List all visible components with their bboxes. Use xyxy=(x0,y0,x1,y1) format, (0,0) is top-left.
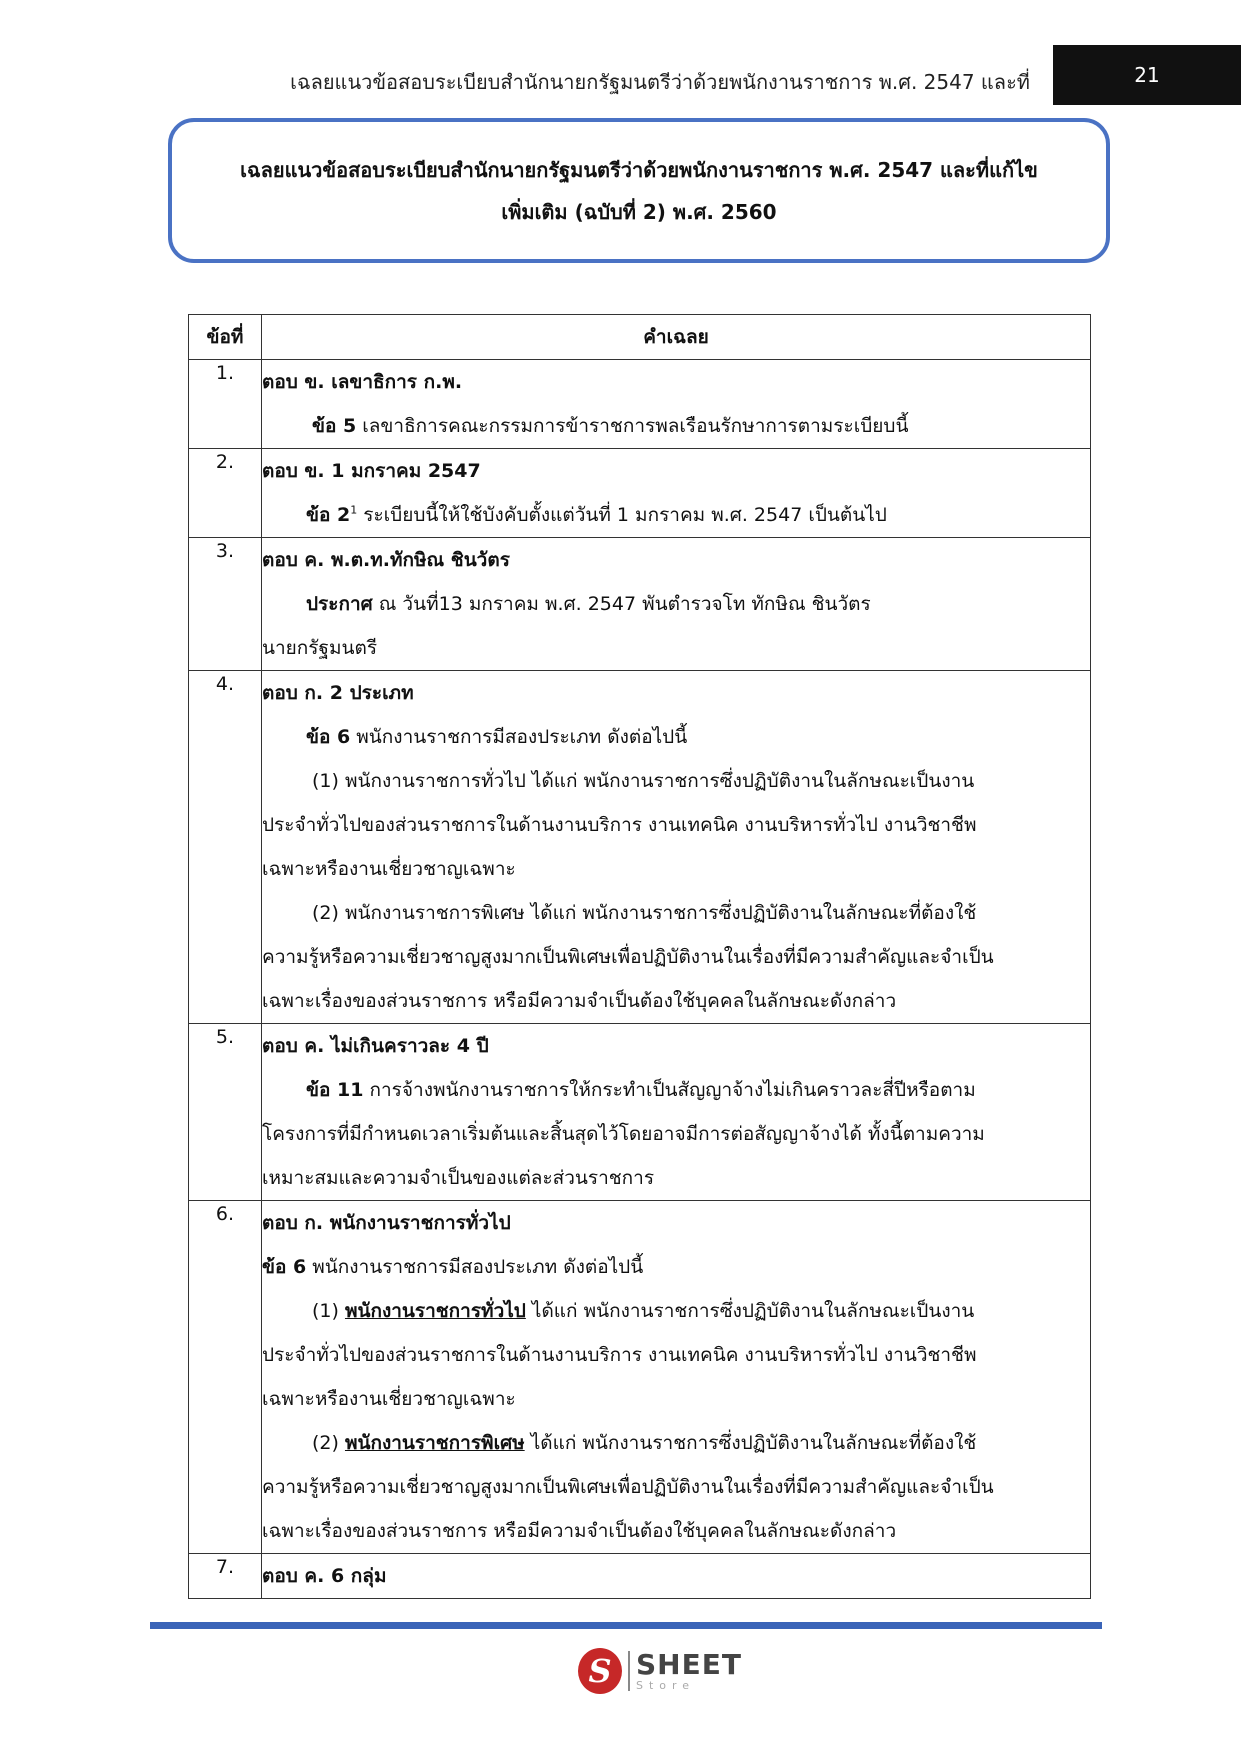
explanation-line: เฉพาะเรื่องของส่วนราชการ หรือมีความจำเป็นต้องใช้บุคคลในลักษณะดังกล่าว xyxy=(262,1520,897,1542)
column-header-answer: คำเฉลย xyxy=(262,315,1091,360)
answer-cell xyxy=(262,1554,1091,1599)
question-number: 1. xyxy=(189,360,262,449)
explanation-line xyxy=(262,715,1090,759)
explanation-line: เฉพาะเรื่องของส่วนราชการ หรือมีความจำเป็นต้องใช้บุคคลในลักษณะดังกล่าว xyxy=(262,990,897,1012)
logo-subtext: Store xyxy=(636,1679,696,1692)
explanation-line: (1) พนักงานราชการทั่วไป ได้แก่ พนักงานราชการซึ่งปฏิบัติงานในลักษณะเป็นงาน xyxy=(312,770,975,792)
table-header-row xyxy=(189,315,1091,360)
table-row xyxy=(189,449,1091,538)
page-number: 21 xyxy=(1134,63,1160,87)
item-prefix: (2) xyxy=(312,1432,345,1454)
table-row xyxy=(189,538,1091,671)
answer-cell xyxy=(262,671,1091,1024)
answer-choice: ตอบ ค. ไม่เกินคราวละ 4 ปี xyxy=(262,1035,489,1057)
explanation-line xyxy=(262,1068,1090,1112)
footnote-marker: 1 xyxy=(350,503,358,517)
column-header-number: ข้อที่ xyxy=(189,315,262,360)
question-number: 3. xyxy=(189,538,262,671)
item-text: ได้แก่ พนักงานราชการซึ่งปฏิบัติงานในลักษณะเป็นงาน xyxy=(525,1300,975,1322)
title-line-1: เฉลยแนวข้อสอบระเบียบสำนักนายกรัฐมนตรีว่าด้วยพนักงานราชการ พ.ศ. 2547 และที่แก้ไข xyxy=(240,157,1038,182)
question-number: 4. xyxy=(189,671,262,1024)
sheet-store-logo xyxy=(578,1647,742,1695)
underlined-term: พนักงานราชการทั่วไป xyxy=(344,1300,526,1322)
explanation-line: (2) พนักงานราชการพิเศษ ได้แก่ พนักงานราชการซึ่งปฏิบัติงานในลักษณะที่ต้องใช้ xyxy=(312,902,977,924)
explanation-line: ประจำทั่วไปของส่วนราชการในด้านงานบริการ งานเทคนิค งานบริหารทั่วไป งานวิชาชีพ xyxy=(262,814,977,836)
table-row xyxy=(189,671,1091,1024)
answer-choice: ตอบ ข. 1 มกราคม 2547 xyxy=(262,460,481,482)
answer-choice: ตอบ ค. 6 กลุ่ม xyxy=(262,1565,387,1587)
clause-text: ณ วันที่13 มกราคม พ.ศ. 2547 พันตำรวจโท ทักษิณ ชินวัตร xyxy=(372,593,871,615)
question-number: 5. xyxy=(189,1024,262,1201)
title-line-2: เพิ่มเติม (ฉบับที่ 2) พ.ศ. 2560 xyxy=(501,199,777,224)
logo-separator xyxy=(628,1651,630,1691)
item-prefix: (1) xyxy=(312,1300,345,1322)
answer-choice: ตอบ ค. พ.ต.ท.ทักษิณ ชินวัตร xyxy=(262,549,510,571)
clause-text: พนักงานราชการมีสองประเภท ดังต่อไปนี้ xyxy=(350,726,688,748)
explanation-line: ความรู้หรือความเชี่ยวชาญสูงมากเป็นพิเศษเพื่อปฏิบัติงานในเรื่องที่มีความสำคัญและจำเป็น xyxy=(262,1476,994,1498)
clause-ref: ข้อ 6 xyxy=(262,1256,307,1278)
question-number: 7. xyxy=(189,1554,262,1599)
explanation-line xyxy=(262,1421,1090,1465)
question-number: 2. xyxy=(189,449,262,538)
clause-text: เลขาธิการคณะกรรมการข้าราชการพลเรือนรักษาการตามระเบียบนี้ xyxy=(356,415,909,437)
explanation-line xyxy=(262,1245,1090,1289)
logo-s-icon: S xyxy=(578,1648,622,1694)
clause-ref: ประกาศ xyxy=(306,593,373,615)
answer-choice: ตอบ ก. 2 ประเภท xyxy=(262,682,414,704)
table-row xyxy=(189,1024,1091,1201)
clause-ref: ข้อ 5 xyxy=(312,415,357,437)
answer-choice: ตอบ ก. พนักงานราชการทั่วไป xyxy=(262,1212,511,1234)
clause-text: ระเบียบนี้ให้ใช้บังคับตั้งแต่วันที่ 1 มกราคม พ.ศ. 2547 เป็นต้นไป xyxy=(357,504,887,526)
table-row xyxy=(189,360,1091,449)
explanation-line xyxy=(262,493,1090,537)
clause-text: การจ้างพนักงานราชการให้กระทำเป็นสัญญาจ้างไม่เกินคราวละสี่ปีหรือตาม xyxy=(363,1079,976,1101)
logo-wordmark xyxy=(636,1648,742,1692)
explanation-line xyxy=(262,582,1090,626)
explanation-line: เฉพาะหรืองานเชี่ยวชาญเฉพาะ xyxy=(262,1388,516,1410)
answer-cell xyxy=(262,449,1091,538)
explanation-line: เหมาะสมและความจำเป็นของแต่ละส่วนราชการ xyxy=(262,1167,655,1189)
answer-choice: ตอบ ข. เลขาธิการ ก.พ. xyxy=(262,371,463,393)
page-number-badge xyxy=(1053,45,1241,105)
running-header: เฉลยแนวข้อสอบระเบียบสำนักนายกรัฐมนตรีว่าด้วยพนักงานราชการ พ.ศ. 2547 และที่ xyxy=(290,70,1030,94)
footer-divider xyxy=(150,1622,1102,1629)
clause-text: พนักงานราชการมีสองประเภท ดังต่อไปนี้ xyxy=(306,1256,644,1278)
explanation-line xyxy=(262,1289,1090,1333)
title-box xyxy=(168,118,1110,263)
clause-ref: ข้อ 6 xyxy=(306,726,351,748)
explanation-line: ความรู้หรือความเชี่ยวชาญสูงมากเป็นพิเศษเพื่อปฏิบัติงานในเรื่องที่มีความสำคัญและจำเป็น xyxy=(262,946,994,968)
explanation-line: นายกรัฐมนตรี xyxy=(262,637,378,659)
logo-text: SHEET xyxy=(636,1648,742,1681)
table-row xyxy=(189,1201,1091,1554)
explanation-line xyxy=(262,404,1090,448)
clause-ref: ข้อ 11 xyxy=(306,1079,364,1101)
explanation-line: ประจำทั่วไปของส่วนราชการในด้านงานบริการ งานเทคนิค งานบริหารทั่วไป งานวิชาชีพ xyxy=(262,1344,977,1366)
answer-cell xyxy=(262,538,1091,671)
table-row xyxy=(189,1554,1091,1599)
explanation-line: เฉพาะหรืองานเชี่ยวชาญเฉพาะ xyxy=(262,858,516,880)
item-text: ได้แก่ พนักงานราชการซึ่งปฏิบัติงานในลักษณะที่ต้องใช้ xyxy=(524,1432,977,1454)
answer-cell xyxy=(262,1201,1091,1554)
question-number: 6. xyxy=(189,1201,262,1554)
answer-cell xyxy=(262,360,1091,449)
underlined-term: พนักงานราชการพิเศษ xyxy=(344,1432,525,1454)
answer-cell xyxy=(262,1024,1091,1201)
explanation-line: โครงการที่มีกำหนดเวลาเริ่มต้นและสิ้นสุดไว้โดยอาจมีการต่อสัญญาจ้างได้ ทั้งนี้ตามความ xyxy=(262,1123,985,1145)
clause-ref: ข้อ 2 xyxy=(306,504,351,526)
answer-table xyxy=(188,314,1091,1599)
